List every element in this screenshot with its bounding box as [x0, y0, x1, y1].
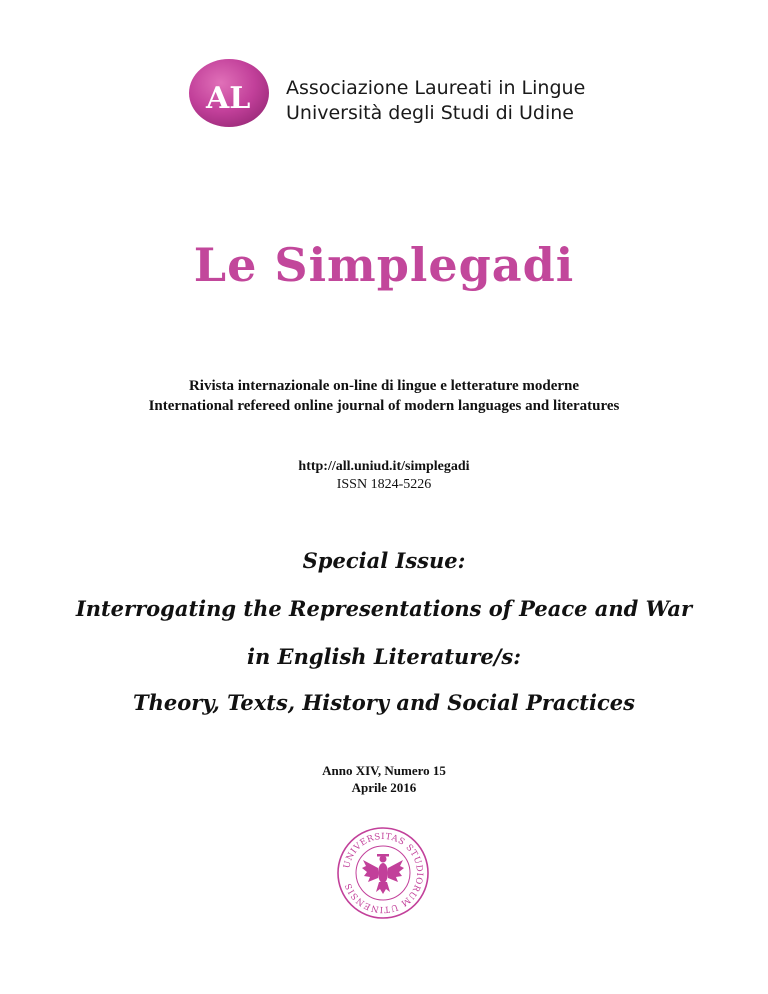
header — [188, 54, 608, 134]
association-line-2: Università degli Studi di Udine — [286, 102, 574, 124]
special-issue-title-line-3: Theory, Texts, History and Social Practices — [133, 690, 635, 715]
special-issue-title-line-2: in English Literature/s: — [247, 644, 521, 669]
journal-title: Le Simplegadi — [193, 238, 575, 292]
association-line-1: Associazione Laureati in Lingue — [286, 77, 586, 99]
association-logo — [188, 58, 270, 128]
issue-info — [0, 762, 768, 796]
university-seal — [336, 826, 430, 920]
association-name — [286, 76, 585, 126]
subtitle-italian: Rivista internazionale on-line di lingue e letterature moderne — [188, 378, 580, 394]
journal-url[interactable]: http://all.uniud.it/simplegadi — [298, 459, 470, 474]
issue-date: Aprile 2016 — [351, 780, 417, 795]
logo-letters: AL — [206, 81, 251, 116]
subtitle-english: International refereed online journal of modern languages and literatures — [148, 398, 620, 414]
publication-info — [0, 458, 768, 494]
eagle-emblem-icon — [362, 854, 404, 894]
issue-volume: Anno XIV, Numero 15 — [322, 763, 446, 778]
journal-subtitle — [0, 376, 768, 416]
special-issue-title-line-1: Interrogating the Representations of Peace and War — [75, 596, 693, 621]
special-issue-heading: Special Issue: — [302, 548, 466, 573]
seal-text: UNIVERSITAS STUDIORUM UTINENSIS — [342, 831, 425, 915]
issn: ISSN 1824-5226 — [336, 477, 432, 492]
